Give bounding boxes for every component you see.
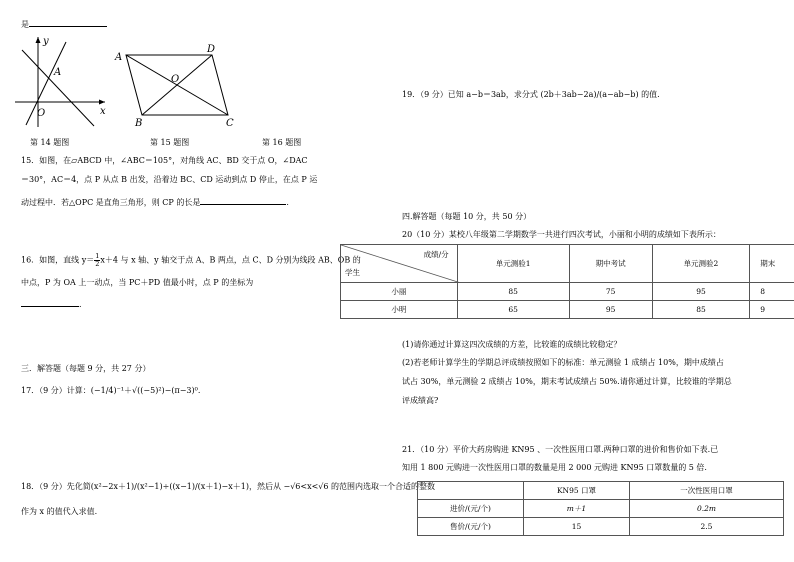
answer-blank — [200, 204, 286, 205]
fig15-label-b: B — [135, 118, 143, 129]
fig15-caption: 第 15 题图 — [150, 138, 190, 147]
fig16-caption: 第 16 题图 — [262, 138, 302, 147]
fig14-label-y: y — [43, 36, 49, 47]
table-header: 期中考试 — [569, 245, 652, 283]
q18-line2: 作为 x 的值代入求值. — [21, 507, 98, 516]
fig14-caption: 第 14 题图 — [30, 138, 70, 147]
q15-line1: 15．如图，在▱ABCD 中，∠ABC＝105°，对角线 AC、BD 交于点 O，∠DAC — [21, 156, 308, 165]
q20-intro: 20（10 分）某校八年级第二学期数学一共进行四次考试，小丽和小明的成绩如下表所示： — [402, 230, 721, 239]
answer-blank — [29, 26, 107, 27]
q21-line1: 21．（10 分）平价大药房购进 KN95 、一次性医用口罩.两种口罩的进价和售价如下表.已 — [402, 445, 719, 454]
q15-line3-text: 动过程中．若△OPC 是直角三角形，则 CP 的长是 — [21, 198, 201, 207]
table-header: 单元测验1 — [457, 245, 569, 283]
q16-answer: . — [21, 300, 82, 310]
top-fill — [21, 20, 107, 30]
table-row: 小丽 85 75 95 8 — [341, 283, 794, 301]
section4-title: 四.解答题（每题 10 分，共 50 分） — [402, 212, 532, 221]
table-header: 单元测验2 — [652, 245, 750, 283]
q16-line1: 16．如图，直线 y＝ $\frac{1}{2}$ x＋4 与 x 轴、y 轴交于点 A、B 两点，点 C、D 分别为线段 AB、OB 的 — [21, 252, 361, 268]
q20-score-table — [340, 244, 794, 319]
q15-line2: ＝30°，AC＝4，点 P 从点 B 出发，沿着边 BC、CD 运动到点 D 停止，在点 P 运 — [21, 175, 318, 184]
table-row: 进价/(元/个) m＋1 0.2m — [418, 500, 784, 518]
section3-title: 三．解答题（每题 9 分，共 27 分） — [21, 364, 151, 373]
q17: 17．（9 分）计算：(−1/4)⁻¹＋√((−5)²)−(π−3)⁰. — [21, 386, 201, 395]
table-header: 一次性医用口罩 — [630, 482, 784, 500]
table-row: 小明 65 95 85 9 — [341, 301, 794, 319]
fig15-label-d: D — [207, 44, 216, 55]
fig15-label-o: O — [171, 74, 180, 85]
table-header — [418, 482, 524, 500]
fig15-label-a: A — [115, 52, 123, 63]
table-header: 期末 — [750, 245, 794, 283]
q16-line2: 中点，P 为 OA 上一动点，当 PC＋PD 值最小时，点 P 的坐标为 — [21, 278, 254, 287]
q20-part1: (1)请你通过计算这四次成绩的方差，比较谁的成绩比较稳定？ — [402, 340, 622, 349]
q16-fraction: $\frac{1}{2}$ — [95, 252, 100, 268]
figure-15 — [112, 40, 242, 130]
q19: 19．（9 分）已知 a−b＝3ab，求分式 (2b＋3ab−2a)/(a−ab−b) 的值. — [402, 90, 660, 99]
q20-part2-line3: 评成绩高? — [402, 396, 439, 405]
table-header: KN95 口罩 — [524, 482, 630, 500]
top-fill-prefix: 是 — [21, 20, 29, 29]
q21-price-table — [417, 481, 784, 536]
fig14-label-a: A — [54, 67, 62, 78]
fig14-label-o: O — [37, 108, 46, 119]
table-row: 售价/(元/个) 15 2.5 — [418, 518, 784, 536]
q20-part2-line1: (2)若老师计算学生的学期总评成绩按照如下的标准：单元测验 1 成绩占 10%，期中成绩占 — [402, 358, 724, 367]
q18-line1: 18．（9 分）先化简(x²−2x＋1)/(x²−1)÷((x−1)/(x＋1)−x＋1)，然后从 −√6<x<√6 的范围内选取一个合适的整数 — [21, 482, 436, 491]
q20-part2-line2: 试占 30%，单元测验 2 成绩占 10%，期末考试成绩占 50%.请你通过计算，比较谁的学期总 — [402, 377, 732, 386]
fig14-label-x: x — [100, 106, 106, 117]
figure-14 — [10, 32, 110, 127]
fig15-label-c: C — [226, 118, 234, 129]
q21-line2: 知用 1 800 元购进一次性医用口罩的数量是用 2 000 元购进 KN95 口罩数量的 5 倍. — [402, 463, 707, 472]
q15-line3: 动过程中．若△OPC 是直角三角形，则 CP 的长是 . — [21, 198, 289, 207]
table-corner-cell: 成绩/分 学生 — [341, 245, 458, 283]
answer-blank — [21, 306, 79, 307]
